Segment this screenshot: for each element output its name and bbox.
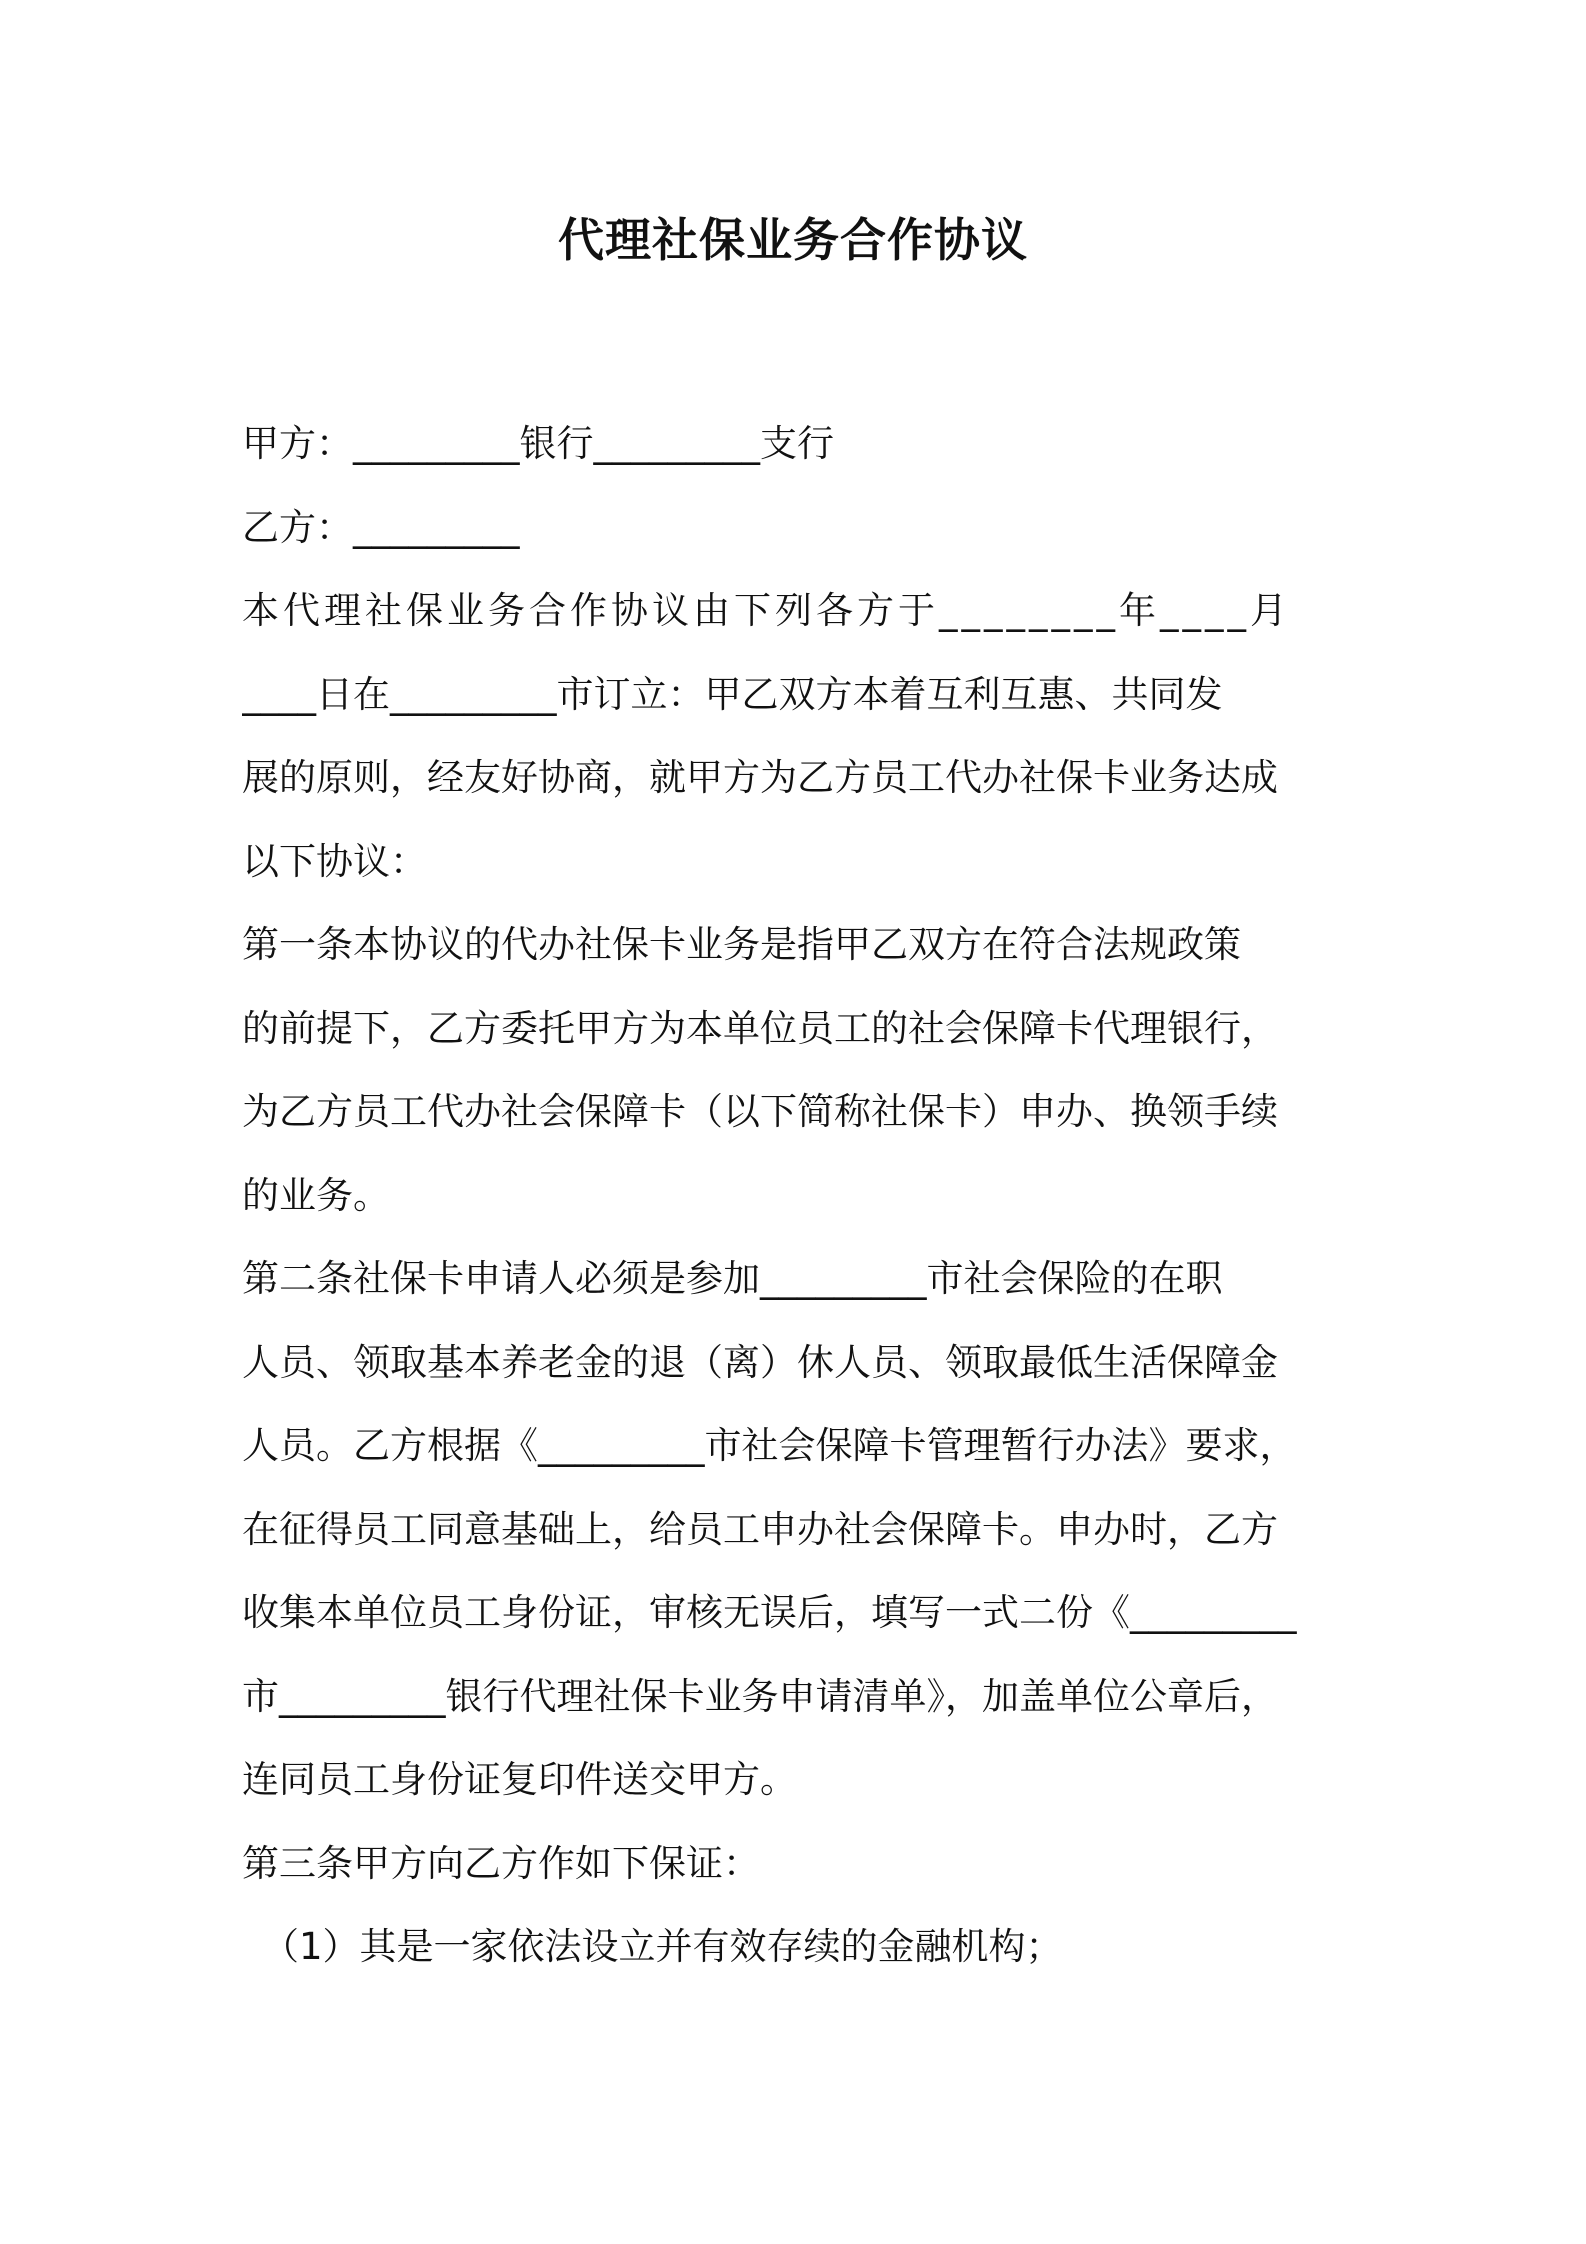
paragraph-line: 的业务。 <box>242 1173 390 1217</box>
paragraph-line: 为乙方员工代办社会保障卡（以下简称社保卡）申办、换领手续 <box>242 1090 1278 1133</box>
document-body <box>242 402 1362 1989</box>
paragraph-line: 展的原则，经友好协商，就甲方为乙方员工代办社保卡业务达成 <box>242 756 1278 799</box>
paragraph-line: 的前提下，乙方委托甲方为本单位员工的社会保障卡代理银行， <box>242 1006 1278 1050</box>
article-one-line: 第一条本协议的代办社保卡业务是指甲乙双方在符合法规政策 <box>242 923 1241 966</box>
paragraph-line: 以下协议： <box>242 839 427 883</box>
party-a-line: 甲方：_________银行_________支行 <box>242 422 834 465</box>
paragraph-line: 人员。乙方根据《_________市社会保障卡管理暂行办法》要求， <box>242 1424 1297 1467</box>
list-item: （1）其是一家依法设立并有效存续的金融机构； <box>262 1925 1063 1968</box>
paragraph-line: ____日在_________市订立：甲乙双方本着互利互惠、共同发 <box>242 672 1223 716</box>
article-two-line: 第二条社保卡申请人必须是参加_________市社会保险的在职 <box>242 1257 1223 1300</box>
paragraph-line: 连同员工身份证复印件送交甲方。 <box>242 1758 797 1801</box>
paragraph-line: 收集本单位员工身份证，审核无误后，填写一式二份《_________ <box>242 1591 1297 1634</box>
party-b-line: 乙方：_________ <box>242 505 520 549</box>
article-three-line: 第三条甲方向乙方作如下保证： <box>242 1841 760 1885</box>
paragraph-line: 本代理社保业务合作协议由下列各方于________年____月 <box>242 589 1291 632</box>
paragraph-line: 人员、领取基本养老金的退（离）休人员、领取最低生活保障金 <box>242 1340 1278 1384</box>
paragraph-line: 在征得员工同意基础上，给员工申办社会保障卡。申办时，乙方 <box>242 1507 1278 1551</box>
paragraph-line: 市_________银行代理社保卡业务申请清单》，加盖单位公章后， <box>242 1674 1278 1718</box>
document-title: 代理社保业务合作协议 <box>558 213 1028 267</box>
